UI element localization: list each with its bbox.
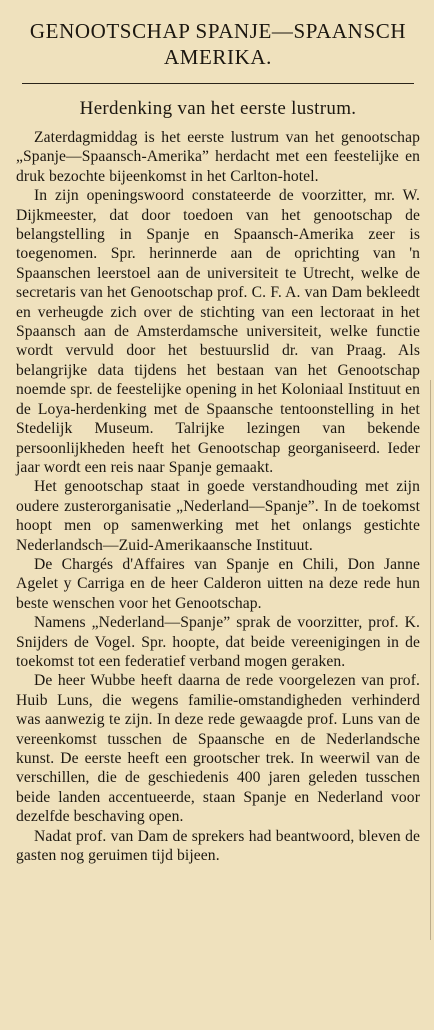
column-edge-line <box>430 380 431 940</box>
headline-divider <box>22 83 414 84</box>
article-paragraph: De heer Wubbe heeft daarna de rede voorgelezen van prof. Huib Luns, die wegens familie-omstandigheden verhinderd was aanwezig te zijn. In deze rede gewaagde prof. Luns van de vereenkomst tusschen de Spaansche en de Nederlandsche kunst. De eerste heeft een grootscher trek. In weerwil van de verschillen, die de geschiedenis 400 jaren geleden tusschen beide landen accentueerde, staan Spanje en Nederland voor dezelfde beschaving open. <box>16 672 420 826</box>
article-headline: GENOOTSCHAP SPANJE—SPAANSCH AMERIKA. <box>29 19 407 69</box>
article-paragraph: Zaterdagmiddag is het eerste lustrum van het genootschap „Spanje—Spaansch-Amerika” herdacht met een feestelijke en druk bezochte bijeenkomst in het Carlton-hotel. <box>16 129 420 185</box>
article-paragraph: Het genootschap staat in goede verstandhouding met zijn oudere zusterorganisatie „Nederland—Spanje”. In de toekomst hoopt men op samenwerking met het onlangs gestichte Nederlandsch—Zuid-Amerikaansche Instituut. <box>16 478 420 554</box>
article-body <box>16 128 420 865</box>
article-paragraph: Namens „Nederland—Spanje” sprak de voorzitter, prof. K. Snijders de Vogel. Spr. hoopte, dat beide vereenigingen in de toekomst tot een federatief verband mogen geraken. <box>16 614 420 670</box>
article-paragraph: In zijn openingswoord constateerde de voorzitter, mr. W. Dijkmeester, dat door toedoen van het genootschap de belangstelling in Spanje en Spaansch-Amerika zeer is toegenomen. Spr. herinnerde aan de oprichting van 'n Spaanschen leerstoel aan de universiteit te Utrecht, welke de secretaris van het Genootschap prof. C. F. A. van Dam bekleedt en verheugde zich over de stichting van een lectoraat in het Spaansch aan de Amsterdamsche universiteit, welke functie wordt vervuld door het bestuurslid dr. van Praag. Als belangrijke data tijdens het bestaan van het Genootschap noemde spr. de feestelijke opening in het Koloniaal Instituut en de Loya-herdenking met de Spaansche tentoonstelling in het Stedelijk Museum. Talrijke lezingen van bekende persoonlijkheden heeft het Genootschap georganiseerd. Ieder jaar wordt een reis naar Spanje gemaakt. <box>16 187 420 476</box>
article-subheadline: Herdenking van het eerste lustrum. <box>79 98 357 119</box>
article-paragraph: De Chargés d'Affaires van Spanje en Chili, Don Janne Agelet y Carriga en de heer Calderon uitten na deze rede hun beste wenschen voor het Genootschap. <box>16 555 420 612</box>
article-paragraph: Nadat prof. van Dam de sprekers had beantwoord, bleven de gasten nog geruimen tijd bijeen. <box>16 827 420 865</box>
